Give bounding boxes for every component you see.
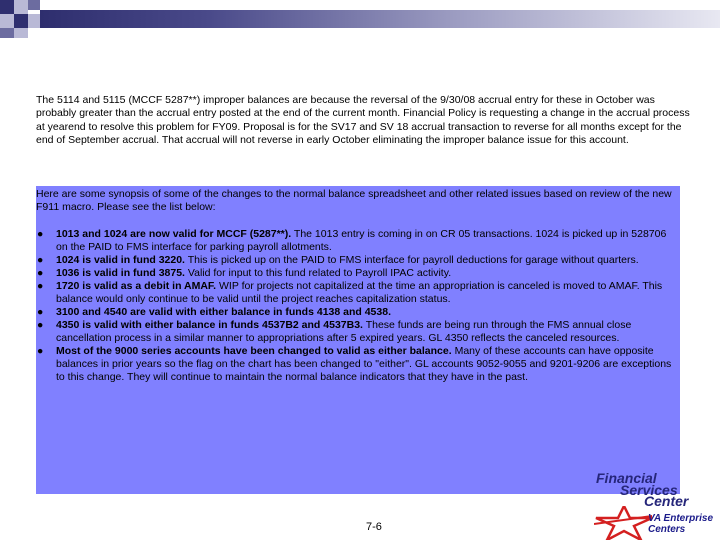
decor-square <box>0 28 14 38</box>
synopsis-lead: Here are some synopsis of some of the changes to the normal balance spreadsheet and other related issues based on review of the new F911 macro. Please see the list below: <box>36 188 672 213</box>
decor-square <box>14 28 28 38</box>
bullet-icon: ● <box>37 267 44 279</box>
page-number: 7-6 <box>366 521 382 533</box>
item-text: This is picked up on the PAID to FMS interface for payroll deductions for garage without quarters. <box>184 254 639 266</box>
bullet-icon: ● <box>37 228 44 240</box>
bullet-icon: ● <box>37 280 44 292</box>
item-bold: 1036 is valid in fund 3875. <box>56 267 185 279</box>
va-line1: VA Enterprise <box>648 513 714 524</box>
list-item <box>36 306 680 319</box>
item-text: Valid for input to this fund related to Payroll IPAC activity. <box>184 267 452 279</box>
item-bold: 1013 and 1024 are now valid for MCCF (5287**). <box>56 228 292 240</box>
fsc-logo <box>590 468 720 540</box>
bullet-icon: ● <box>37 319 44 331</box>
header-gradient-bar <box>40 10 720 28</box>
synopsis-list <box>36 228 680 384</box>
list-item <box>36 319 680 345</box>
decor-square <box>28 0 40 10</box>
intro-paragraph: The 5114 and 5115 (MCCF 5287**) improper balances are because the reversal of the 9/30/08 accrual entry for these in October was probably greater than the accrual entry posted at the end of the current month. Financial Policy is requesting a change in the accrual process at yearend to resolve this problem for FY09. Proposal is for the SV17 and SV 18 accrual transaction to reverse for all months except for the end of September accrual. That accrual will not reverse in early October eliminating the improper balance issue for this account. <box>36 94 690 147</box>
header-decoration <box>0 0 720 38</box>
logo-line-financial: Financial <box>596 470 657 486</box>
logo-line-services: Services <box>620 482 678 498</box>
list-item <box>36 280 680 306</box>
item-bold: 1720 is valid as a debit in AMAF. <box>56 280 217 292</box>
va-enterprise-label <box>648 513 713 535</box>
item-bold: Most of the 9000 series accounts have been changed to valid as either balance. <box>56 345 452 357</box>
list-item <box>36 267 680 280</box>
decor-square <box>14 0 28 14</box>
item-text: Many of these accounts can have opposite balances in prior years so the flag on the chart has been changed to "either". GL accounts 9052-9055 and 9201-9206 are exceptions to this change. They will continue to maintain the normal balance indicators that they have in the past. <box>56 345 672 383</box>
list-item <box>36 228 680 254</box>
item-text: WIP for projects not capitalized at the time an appropriation is canceled is moved to AMAF. This balance would only continue to be valid until the project reaches capitalization status. <box>56 280 663 305</box>
item-bold: 1024 is valid in fund 3220. <box>56 254 185 266</box>
va-line2: Centers <box>648 524 686 535</box>
item-text: The 1013 entry is coming in on CR 05 transactions. 1024 is picked up in 528706 on the PAID to FMS interface for parking payroll allotments. <box>56 228 667 253</box>
synopsis-box <box>36 186 680 494</box>
item-text: These funds are being run through the FMS annual close cancellation process in a similar manner to appropriations after 5 expired years. GL 4350 reflects the canceled resources. <box>56 319 632 344</box>
list-item <box>36 254 680 267</box>
bullet-icon: ● <box>37 345 44 357</box>
star-icon <box>594 506 654 540</box>
decor-square <box>28 14 40 28</box>
bullet-icon: ● <box>37 254 44 266</box>
decor-square <box>0 14 14 28</box>
item-bold: 4350 is valid with either balance in funds 4537B2 and 4537B3. <box>56 319 363 331</box>
decor-square <box>14 14 28 28</box>
decor-square <box>0 0 14 14</box>
bullet-icon: ● <box>37 306 44 318</box>
item-bold: 3100 and 4540 are valid with either balance in funds 4138 and 4538. <box>56 306 391 318</box>
list-item <box>36 345 680 384</box>
logo-line-center: Center <box>644 493 689 509</box>
